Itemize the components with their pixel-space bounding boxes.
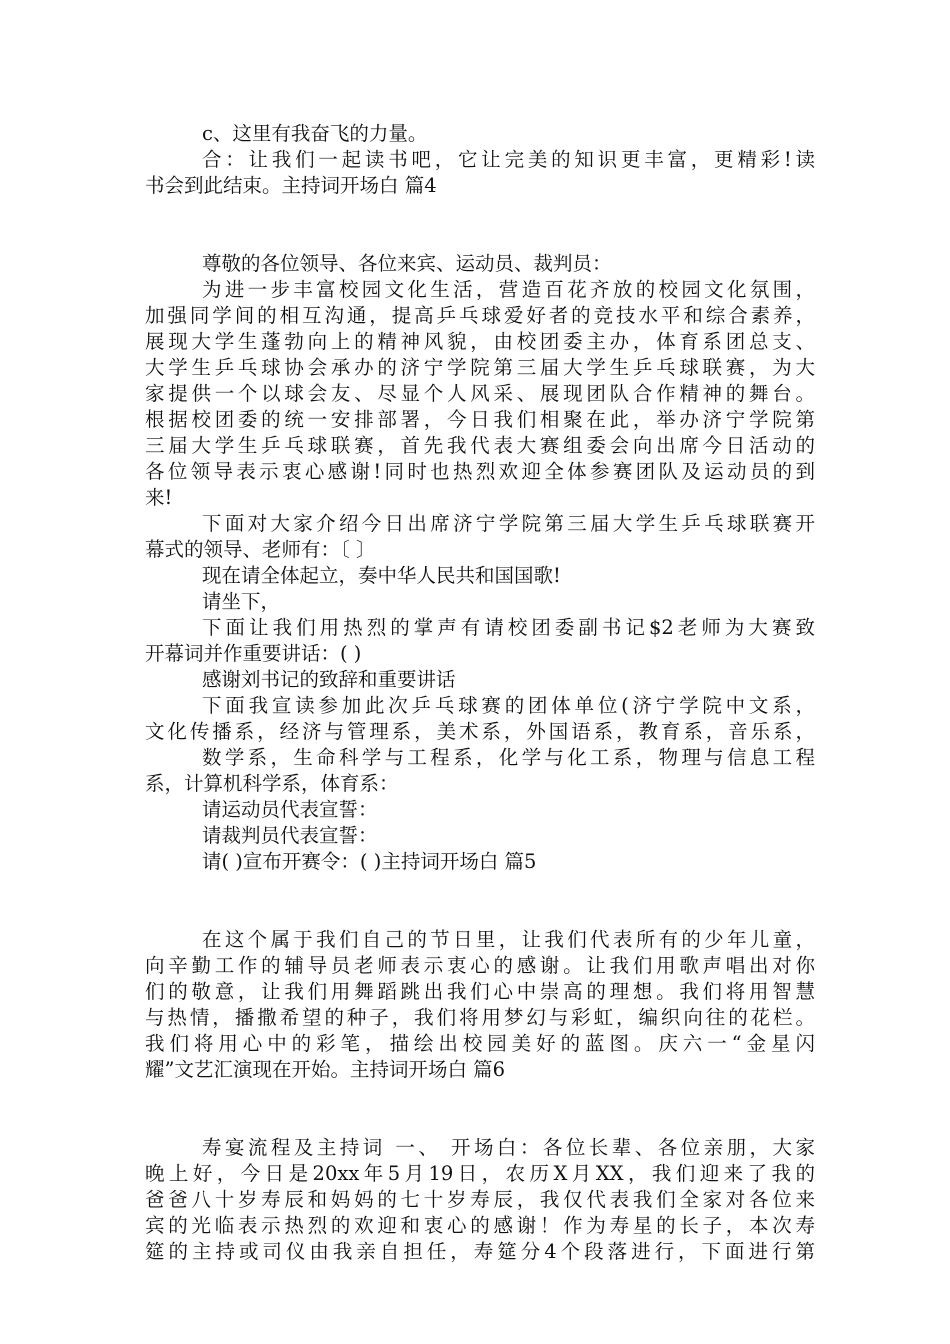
text-line: 三届大学生乒乓球联赛，首先我代表大赛组委会向出席今日活动的 [145, 434, 815, 457]
text-line: 耀”文艺汇演现在开始。主持词开场白 篇6 [145, 1058, 506, 1081]
text-line: 加强同学间的相互沟通，提高乒乓球爱好者的竞技水平和综合素养， [145, 304, 815, 327]
text-line: 家提供一个以球会友、尽显个人风采、展现团队合作精神的舞台。 [145, 382, 815, 405]
text-line: 幕式的领导、老师有：〔 〕 [145, 538, 376, 561]
text-line: 请( )宣布开赛令：( )主持词开场白 篇5 [202, 850, 537, 873]
text-line: c、这里有我奋飞的力量。 [202, 122, 428, 145]
text-line: 请坐下， [202, 590, 281, 613]
text-line: 文化传播系，经济与管理系，美术系，外国语系，教育系，音乐系， [145, 720, 815, 743]
text-line: 下面我宣读参加此次乒乓球赛的团体单位(济宁学院中文系， [202, 694, 815, 717]
text-line: 感谢刘书记的致辞和重要讲话 [202, 668, 456, 691]
text-line: 现在请全体起立，奏中华人民共和国国歌! [202, 564, 561, 587]
text-line: 在这个属于我们自己的节日里，让我们代表所有的少年儿童， [202, 928, 815, 951]
text-line: 与热情，播撒希望的种子，我们将用梦幻与彩虹，编织向往的花栏。 [145, 1006, 815, 1029]
text-line: 展现大学生蓬勃向上的精神风貌，由校团委主办，体育系团总支、 [145, 330, 815, 353]
text-line: 来! [145, 486, 173, 509]
paragraph-gap [145, 1083, 815, 1135]
text-line: 下面让我们用热烈的掌声有请校团委副书记$2老师为大赛致 [202, 616, 815, 639]
text-line: 书会到此结束。主持词开场白 篇4 [145, 174, 437, 197]
paragraph-gap [145, 199, 815, 251]
text-line: 大学生乒乓球协会承办的济宁学院第三届大学生乒乓球联赛，为大 [145, 356, 815, 379]
text-line: 尊敬的各位领导、各位来宾、运动员、裁判员： [202, 252, 612, 275]
paragraph-gap [145, 875, 815, 927]
text-line: 系，计算机科学系，体育系： [145, 772, 399, 795]
text-line: 爸爸八十岁寿辰和妈妈的七十岁寿辰，我仅代表我们全家对各位来 [145, 1188, 815, 1211]
text-line: 我们将用心中的彩笔，描绘出校园美好的蓝图。庆六一“金星闪 [145, 1032, 815, 1055]
text-line: 们的敬意，让我们用舞蹈跳出我们心中崇高的理想。我们将用智慧 [145, 980, 815, 1003]
text-line: 请运动员代表宣誓： [202, 798, 378, 821]
text-line: 请裁判员代表宣誓： [202, 824, 378, 847]
text-line: 数学系，生命科学与工程系，化学与化工系，物理与信息工程 [202, 746, 815, 769]
text-line: 筵的主持或司仪由我亲自担任，寿筵分4个段落进行，下面进行第 [145, 1240, 815, 1263]
text-line: 为进一步丰富校园文化生活，营造百花齐放的校园文化氛围， [202, 278, 815, 301]
document-body [145, 121, 815, 1265]
text-line: 宾的光临表示热烈的欢迎和衷心的感谢！作为寿星的长子，本次寿 [145, 1214, 815, 1237]
text-line: 向辛勤工作的辅导员老师表示衷心的感谢。让我们用歌声唱出对你 [145, 954, 815, 977]
text-line: 寿宴流程及主持词 一、 开场白：各位长辈、各位亲朋，大家 [202, 1136, 815, 1159]
text-line: 开幕词并作重要讲话：( ) [145, 642, 362, 665]
text-line: 下面对大家介绍今日出席济宁学院第三届大学生乒乓球联赛开 [202, 512, 815, 535]
text-line: 晚上好，今日是20xx年5月19日，农历X月XX，我们迎来了我的 [145, 1162, 815, 1185]
text-line: 根据校团委的统一安排部署，今日我们相聚在此，举办济宁学院第 [145, 408, 815, 431]
text-line: 合：让我们一起读书吧，它让完美的知识更丰富，更精彩!读 [202, 148, 815, 171]
text-line: 各位领导表示衷心感谢!同时也热烈欢迎全体参赛团队及运动员的到 [145, 460, 815, 483]
